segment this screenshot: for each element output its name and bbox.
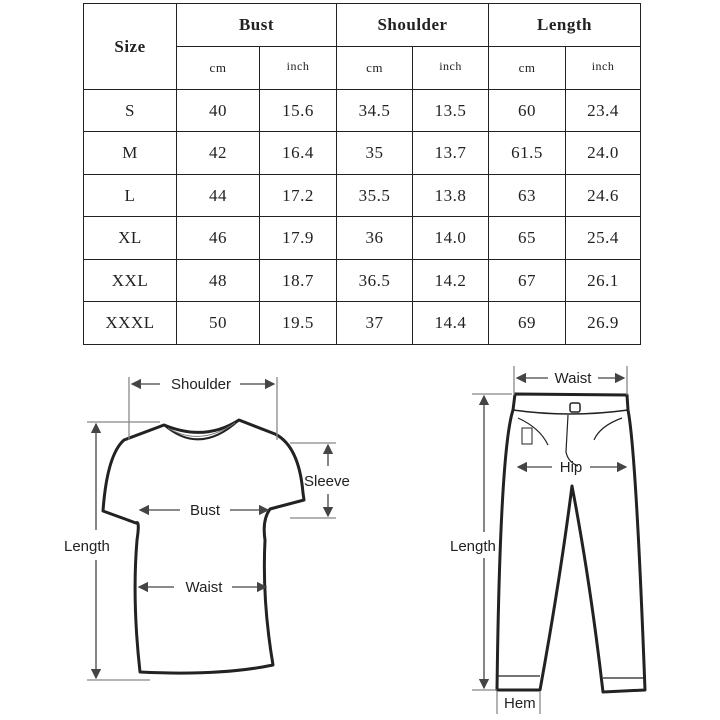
pants-button <box>570 403 580 412</box>
bust-header: Bust <box>177 4 337 47</box>
table-row <box>84 132 641 175</box>
pants-illustration <box>497 394 645 692</box>
table-cell: 24.6 <box>566 175 641 217</box>
pants-hem-label: Hem <box>504 695 536 712</box>
table-cell: 14.2 <box>413 260 489 302</box>
table-cell: 69 <box>489 302 566 345</box>
table-cell: 50 <box>177 302 260 345</box>
pants-hip-label: Hip <box>559 459 583 476</box>
table-cell: 61.5 <box>489 132 566 175</box>
size-header: Size <box>84 4 177 90</box>
table-cell: 15.6 <box>260 90 337 132</box>
table-cell: 13.5 <box>413 90 489 132</box>
unit-inch: inch <box>413 47 489 90</box>
tshirt-illustration <box>103 420 304 673</box>
table-cell: 16.4 <box>260 132 337 175</box>
table-cell: 25.4 <box>566 217 641 260</box>
unit-cm: cm <box>337 47 413 90</box>
tshirt-length-label: Length <box>64 538 110 555</box>
table-cell: 14.4 <box>413 302 489 345</box>
size-cell: XXL <box>84 260 177 302</box>
pants-waist-label: Waist <box>554 370 592 387</box>
table-cell: 65 <box>489 217 566 260</box>
table-cell: 46 <box>177 217 260 260</box>
table-cell: 24.0 <box>566 132 641 175</box>
table-row <box>84 260 641 302</box>
size-cell: XL <box>84 217 177 260</box>
length-header: Length <box>489 4 641 47</box>
unit-inch: inch <box>260 47 337 90</box>
table-cell: 17.9 <box>260 217 337 260</box>
table-cell: 36 <box>337 217 413 260</box>
table-cell: 37 <box>337 302 413 345</box>
tshirt-bust-label: Bust <box>189 502 221 519</box>
table-cell: 17.2 <box>260 175 337 217</box>
table-cell: 13.7 <box>413 132 489 175</box>
table-cell: 18.7 <box>260 260 337 302</box>
table-cell: 26.1 <box>566 260 641 302</box>
table-cell: 14.0 <box>413 217 489 260</box>
table-cell: 23.4 <box>566 90 641 132</box>
table-row <box>84 90 641 132</box>
table-cell: 48 <box>177 260 260 302</box>
unit-cm: cm <box>489 47 566 90</box>
unit-inch: inch <box>566 47 641 90</box>
pants-outline <box>497 394 645 692</box>
table-cell: 67 <box>489 260 566 302</box>
shoulder-header: Shoulder <box>337 4 489 47</box>
table-cell: 40 <box>177 90 260 132</box>
table-row <box>84 302 641 345</box>
unit-cm: cm <box>177 47 260 90</box>
table-cell: 44 <box>177 175 260 217</box>
tshirt-waist-label: Waist <box>185 579 223 596</box>
size-cell: L <box>84 175 177 217</box>
tshirt-outline <box>103 420 304 673</box>
size-cell: S <box>84 90 177 132</box>
size-cell: XXXL <box>84 302 177 345</box>
table-row <box>84 175 641 217</box>
table-row <box>84 217 641 260</box>
table-cell: 35 <box>337 132 413 175</box>
size-chart-table <box>83 3 641 345</box>
measurement-diagram <box>0 350 720 720</box>
table-cell: 34.5 <box>337 90 413 132</box>
table-cell: 19.5 <box>260 302 337 345</box>
table-cell: 13.8 <box>413 175 489 217</box>
pants-length-label: Length <box>450 538 496 555</box>
tshirt-sleeve-label: Sleeve <box>304 473 350 490</box>
table-cell: 26.9 <box>566 302 641 345</box>
table-cell: 35.5 <box>337 175 413 217</box>
tshirt-shoulder-label: Shoulder <box>170 376 232 393</box>
table-cell: 63 <box>489 175 566 217</box>
table-cell: 60 <box>489 90 566 132</box>
size-cell: M <box>84 132 177 175</box>
table-cell: 36.5 <box>337 260 413 302</box>
table-cell: 42 <box>177 132 260 175</box>
